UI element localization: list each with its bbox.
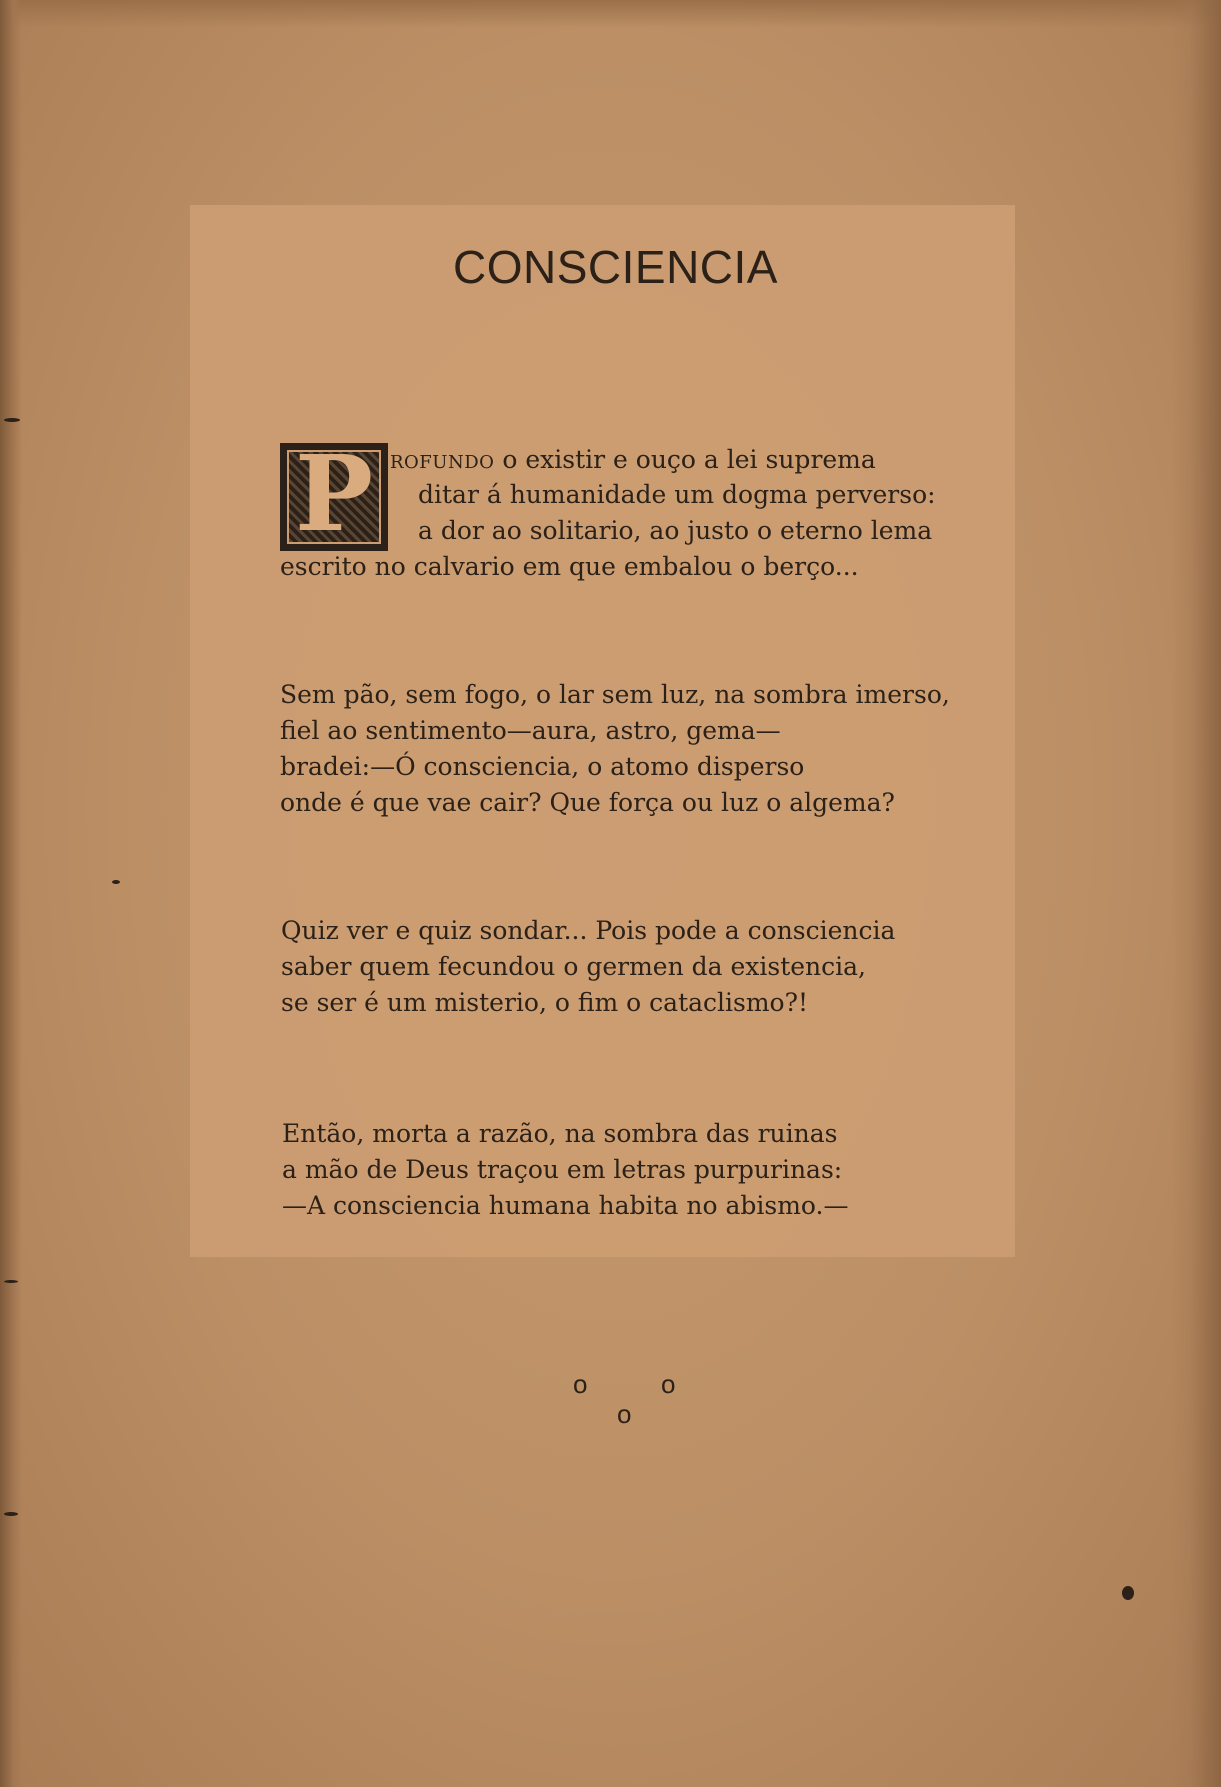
- dropcap-letter: P: [294, 432, 374, 555]
- stanza1-line1-rest: o existir e ouço a lei suprema: [494, 445, 876, 474]
- poem-title-text: CONSCIENCIA: [453, 241, 778, 293]
- paper-speck: [1122, 1586, 1134, 1600]
- ornament-circle-right: o: [661, 1369, 676, 1399]
- stanza2-line4: onde é que vae cair? Que força ou luz o algema?: [280, 788, 895, 817]
- paper-speck: [4, 1280, 18, 1283]
- stanza2-line2: fiel ao sentimento—aura, astro, gema—: [280, 716, 781, 745]
- stanza1-line1: [390, 443, 876, 477]
- ornament-circle-bottom: o: [617, 1399, 632, 1429]
- stanza4-line2: a mão de Deus traçou em letras purpurinas:: [282, 1155, 843, 1184]
- dropcap-ornament: [280, 432, 388, 555]
- stanza1-line3: a dor ao solitario, ao justo o eterno lema: [418, 516, 933, 545]
- paper-speck: [112, 880, 120, 884]
- stanza4-line3: —A consciencia humana habita no abismo.—: [282, 1191, 849, 1220]
- ornament-circle-left: o: [573, 1369, 588, 1399]
- stanza2-line3: bradei:—Ó consciencia, o atomo disperso: [280, 752, 805, 781]
- stanza3-line1: Quiz ver e quiz sondar... Pois pode a consciencia: [281, 916, 896, 945]
- poem-title: [0, 240, 1221, 294]
- stanza1-line1-smallcaps: rofundo: [390, 445, 495, 474]
- stanza1-line4: escrito no calvario em que embalou o berço...: [280, 552, 859, 581]
- stanza4-line1: Então, morta a razão, na sombra das ruinas: [282, 1119, 838, 1148]
- stanza3-line3: se ser é um misterio, o fim o cataclismo?!: [281, 988, 809, 1017]
- paper-speck: [4, 1512, 18, 1516]
- paper-speck: [4, 418, 20, 422]
- stanza2-line1: Sem pão, sem fogo, o lar sem luz, na sombra imerso,: [280, 680, 950, 709]
- stanza3-line2: saber quem fecundou o germen da existencia,: [281, 952, 866, 981]
- stanza1-line2: ditar á humanidade um dogma perverso:: [418, 480, 936, 509]
- page-edge-top: [0, 0, 1221, 28]
